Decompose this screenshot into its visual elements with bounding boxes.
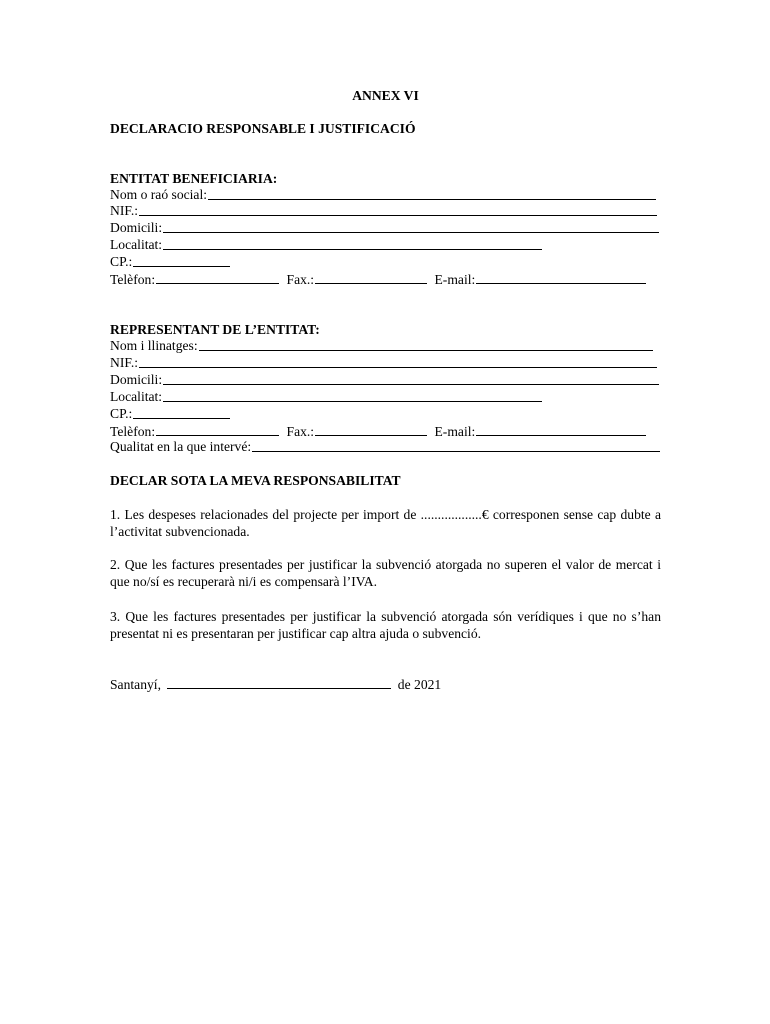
entity-email-line[interactable] — [476, 271, 646, 284]
rep-address-field[interactable] — [110, 372, 659, 388]
entity-email-label: E-mail: — [434, 272, 476, 287]
entity-phone-line[interactable] — [156, 271, 279, 284]
declaration-item-1: 1. Les despeses relacionades del projecte per import de ..................€ corresponen sense cap dubte a l’activitat subvencionada. — [110, 507, 661, 539]
rep-cp-label: CP.: — [110, 406, 133, 421]
rep-email-label: E-mail: — [434, 424, 476, 439]
rep-address-line[interactable] — [163, 372, 659, 385]
representative-heading: REPRESENTANT DE L’ENTITAT: — [110, 322, 320, 337]
entity-phone-label: Telèfon: — [110, 272, 156, 287]
entity-nif-label: NIF.: — [110, 203, 138, 218]
rep-cp-field[interactable] — [110, 406, 230, 422]
entity-nif-field[interactable] — [110, 203, 657, 219]
rep-address-label: Domicili: — [110, 372, 163, 387]
rep-city-label: Localitat: — [110, 389, 163, 404]
declaration-heading: DECLAR SOTA LA MEVA RESPONSABILITAT — [110, 473, 401, 488]
rep-nif-label: NIF.: — [110, 355, 138, 370]
entity-fax-line[interactable] — [315, 271, 427, 284]
entity-heading: ENTITAT BENEFICIARIA: — [110, 171, 278, 186]
rep-city-field[interactable] — [110, 389, 542, 405]
rep-capacity-field[interactable] — [110, 439, 660, 455]
rep-phone-label: Telèfon: — [110, 424, 156, 439]
signature-place: Santanyí, — [110, 677, 161, 692]
entity-city-field[interactable] — [110, 237, 542, 253]
entity-fax-label: Fax.: — [286, 272, 315, 287]
rep-name-label: Nom i llinatges: — [110, 338, 198, 353]
rep-name-field[interactable] — [110, 338, 653, 354]
rep-capacity-label: Qualitat en la que intervé: — [110, 439, 252, 454]
rep-nif-field[interactable] — [110, 355, 657, 371]
rep-nif-line[interactable] — [139, 355, 657, 368]
declaration-item-3: 3. Que les factures presentades per justificar la subvenció atorgada són verídiques i que no s’han presentat ni es presentaran per justificar cap altra ajuda o subvenció. — [110, 609, 661, 641]
rep-contact-row — [110, 423, 646, 440]
entity-cp-field[interactable] — [110, 254, 230, 270]
entity-address-label: Domicili: — [110, 220, 163, 235]
entity-contact-row — [110, 271, 646, 288]
rep-capacity-line[interactable] — [252, 439, 660, 452]
entity-name-label: Nom o raó social: — [110, 187, 208, 202]
rep-fax-label: Fax.: — [286, 424, 315, 439]
entity-name-field[interactable] — [110, 187, 656, 203]
entity-address-field[interactable] — [110, 220, 659, 236]
entity-address-line[interactable] — [163, 220, 659, 233]
document-subtitle: DECLARACIO RESPONSABLE I JUSTIFICACIÓ — [110, 121, 416, 136]
rep-email-line[interactable] — [476, 423, 646, 436]
signature-year: de 2021 — [397, 677, 442, 692]
signature-row — [110, 676, 441, 693]
signature-date-line[interactable] — [167, 676, 391, 689]
entity-cp-label: CP.: — [110, 254, 133, 269]
entity-city-line[interactable] — [163, 237, 542, 250]
rep-phone-line[interactable] — [156, 423, 279, 436]
rep-city-line[interactable] — [163, 389, 542, 402]
entity-name-line[interactable] — [208, 187, 656, 200]
entity-city-label: Localitat: — [110, 237, 163, 252]
rep-name-line[interactable] — [199, 338, 653, 351]
annex-title: ANNEX VI — [352, 88, 419, 103]
entity-cp-line[interactable] — [133, 254, 230, 267]
declaration-item-2: 2. Que les factures presentades per justificar la subvenció atorgada no superen el valor de mercat i que no/sí es recuperarà ni/i es compensarà l’IVA. — [110, 557, 661, 589]
rep-fax-line[interactable] — [315, 423, 427, 436]
entity-nif-line[interactable] — [139, 203, 657, 216]
rep-cp-line[interactable] — [133, 406, 230, 419]
